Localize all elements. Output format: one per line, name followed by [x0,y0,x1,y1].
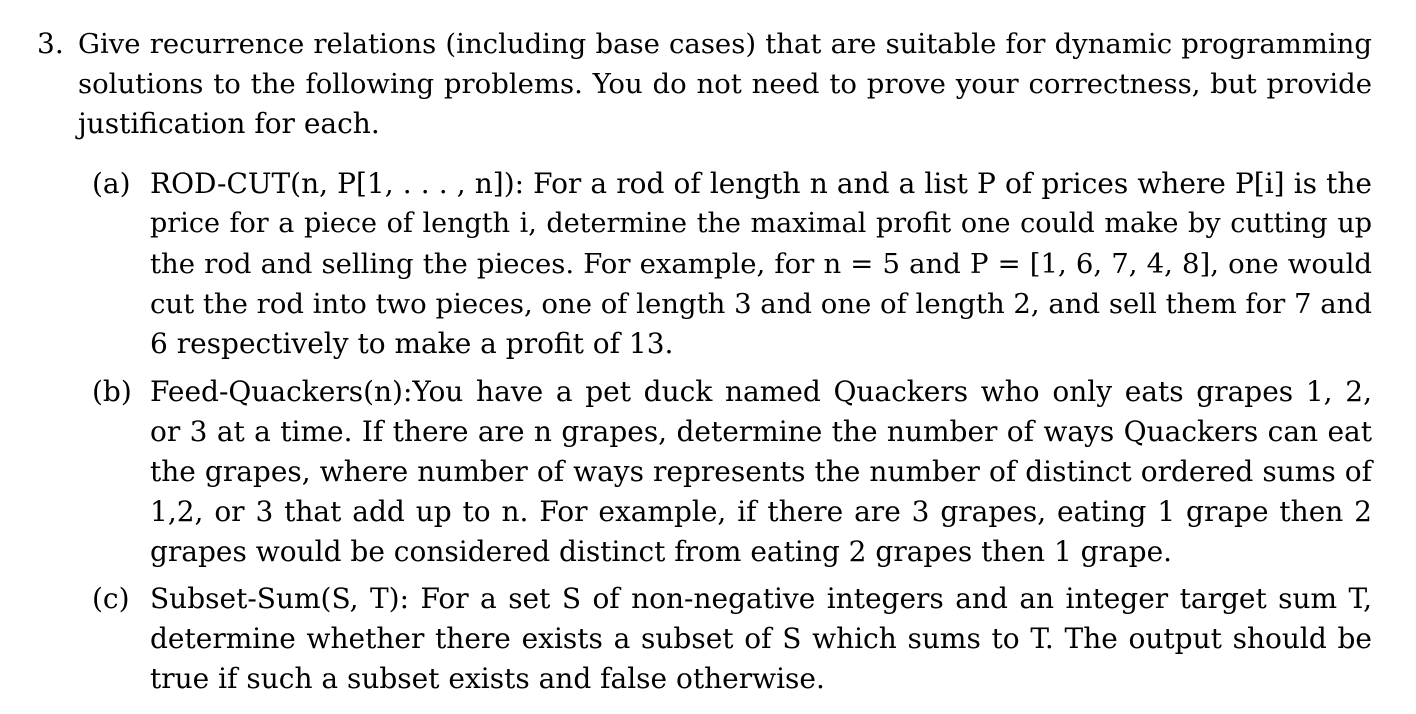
problem-intro [78,24,1372,144]
part-b-line: the grapes, where number of ways represents the number of distinct ordered sums of [150,455,1372,488]
part-a-label: (a) [92,167,131,200]
part-c-line: determine whether there exists a subset of S which sums to T. The output should be [150,622,1372,655]
part-a-line: 6 respectively to make a profit of 13. [150,327,674,360]
part-b-text [150,372,1372,572]
part-c-line: true if such a subset exists and false otherwise. [150,662,825,695]
intro-line: Give recurrence relations (including base cases) that are suitable for dynamic programming [78,28,1372,60]
intro-line: solutions to the following problems. You do not need to prove your correctness, but provide [78,68,1372,100]
part-a-line: price for a piece of length i, determine the maximal profit one could make by cutting up [150,208,1372,239]
part-b-line: 1,2, or 3 that add up to n. For example, if there are 3 grapes, eating 1 grape then 2 [150,495,1372,528]
part-b-line: or 3 at a time. If there are n grapes, determine the number of ways Quackers can eat [150,415,1372,448]
problem-number: 3. [37,27,64,60]
part-c-line: Subset-Sum(S, T): For a set S of non-negative integers and an integer target sum T, [150,582,1372,615]
part-a-line: the rod and selling the pieces. For example, for n = 5 and P = [1, 6, 7, 4, 8], one would [150,248,1372,280]
part-c-label: (c) [92,582,130,615]
part-b-line: Feed-Quackers(n):You have a pet duck named Quackers who only eats grapes 1, 2, [150,375,1372,408]
part-b-label: (b) [92,375,132,408]
part-c-text [150,579,1372,699]
part-b-line: grapes would be considered distinct from eating 2 grapes then 1 grape. [150,535,1173,568]
part-a-line: ROD-CUT(n, P[1, . . . , n]): For a rod of length n and a list P of prices where P[i] is the [150,167,1372,200]
intro-line: justification for each. [78,107,380,140]
part-a-text [150,164,1372,364]
part-a-line: cut the rod into two pieces, one of length 3 and one of length 2, and sell them for 7 and [150,288,1372,320]
